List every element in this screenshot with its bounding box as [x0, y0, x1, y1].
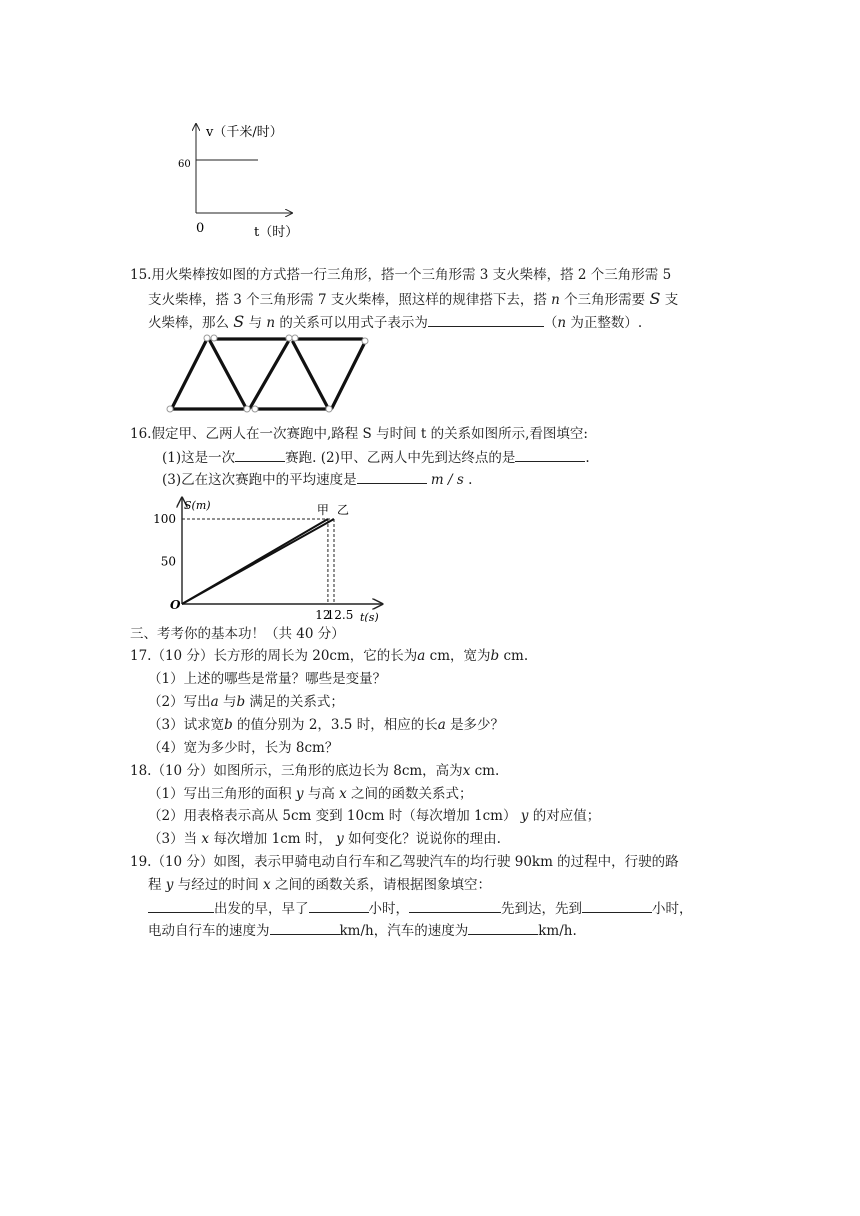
q19-line4: 电动自行车的速度为 km/h，汽车的速度为 km/h.: [148, 920, 577, 941]
x-tick-12: 12: [315, 608, 331, 622]
race-chart: [150, 490, 395, 622]
q19-blank-3[interactable]: [409, 898, 501, 913]
y-axis-label: S(m): [184, 499, 211, 512]
y-tick-100: 100: [153, 512, 176, 526]
y-tick-50: 50: [160, 554, 176, 569]
q16-line3: (3)乙在这次赛跑中的平均速度是 m / s .: [162, 469, 472, 490]
origin-label: 0: [196, 221, 205, 236]
q17-sub3: （3）试求宽b 的值分别为 2，3.5 时，相应的长a 是多少？: [148, 717, 505, 733]
q15-line3: 火柴棒，那么 S 与 n 的关系可以用式子表示为 （n 为正整数）.: [148, 312, 643, 331]
q16-blank-3[interactable]: [357, 469, 427, 484]
series-label-1: 乙: [336, 503, 350, 517]
speed-time-figure: [170, 118, 310, 244]
q15-line2: 支火柴棒，搭 3 个三角形需 7 支火柴棒，照这样的规律搭下去，搭 n 个三角形需要 S 支: [148, 289, 679, 308]
q19-blank-6[interactable]: [468, 920, 538, 935]
q15-answer-blank[interactable]: [428, 312, 544, 327]
matchstick-figure: [160, 332, 375, 416]
y-tick-60: 60: [178, 159, 191, 170]
q17-sub2: （2）写出a 与b 满足的关系式；: [148, 694, 344, 710]
q19-line1: 19.（10 分）如图，表示甲骑电动自行车和乙驾驶汽车的均行驶 90km 的过程中，行驶的路: [130, 854, 679, 870]
q16-blank-1[interactable]: [235, 447, 285, 462]
q19-blank-1[interactable]: [148, 898, 214, 913]
y-axis-label: v（千米/时）: [206, 125, 283, 140]
x-tick-12.5: 12.5: [326, 608, 354, 622]
q17-sub1: （1）上述的哪些是常量？哪些是变量？: [148, 671, 387, 687]
origin-label: O: [170, 598, 181, 612]
series-label-0: 甲: [316, 503, 329, 517]
q19-blank-2[interactable]: [309, 898, 369, 913]
q16-blank-2[interactable]: [515, 447, 585, 462]
q18-line1: 18.（10 分）如图所示，三角形的底边长为 8cm，高为x cm.: [130, 763, 500, 779]
q19-blank-4[interactable]: [582, 898, 652, 913]
x-axis-label: t（时）: [254, 225, 299, 240]
q16-line1: 16.假定甲、乙两人在一次赛跑中,路程 S 与时间 t 的关系如图所示,看图填空:: [130, 426, 588, 442]
x-axis-label: t(s): [360, 611, 379, 622]
q19-blank-5[interactable]: [270, 920, 340, 935]
section3-heading: 三、考考你的基本功！（共 40 分）: [130, 626, 345, 642]
q19-line3: 出发的早，早了 小时， 先到达，先到 小时，: [148, 898, 693, 919]
series-line-1: [182, 519, 334, 604]
q19-line2: 程 y 与经过的时间 x 之间的函数关系，请根据图象填空：: [148, 877, 491, 893]
q16-line2: (1)这是一次 赛跑. (2)甲、乙两人中先到达终点的是 .: [162, 447, 590, 468]
q18-sub1: （1）写出三角形的面积 y 与高 x 之间的函数关系式；: [148, 786, 473, 802]
q17-line1: 17.（10 分）长方形的周长为 20cm，它的长为a cm，宽为b cm.: [130, 648, 529, 664]
q15-line1: 15.用火柴棒按如图的方式搭一行三角形，搭一个三角形需 3 支火柴棒，搭 2 个三角形需 5: [130, 267, 672, 283]
q17-sub4: （4）宽为多少时，长为 8cm？: [148, 740, 339, 756]
q18-sub3: （3）当 x 每次增加 1cm 时， y 如何变化？说说你的理由.: [148, 831, 501, 847]
q18-sub2: （2）用表格表示高从 5cm 变到 10cm 时（每次增加 1cm） y 的对应值；: [148, 808, 601, 824]
